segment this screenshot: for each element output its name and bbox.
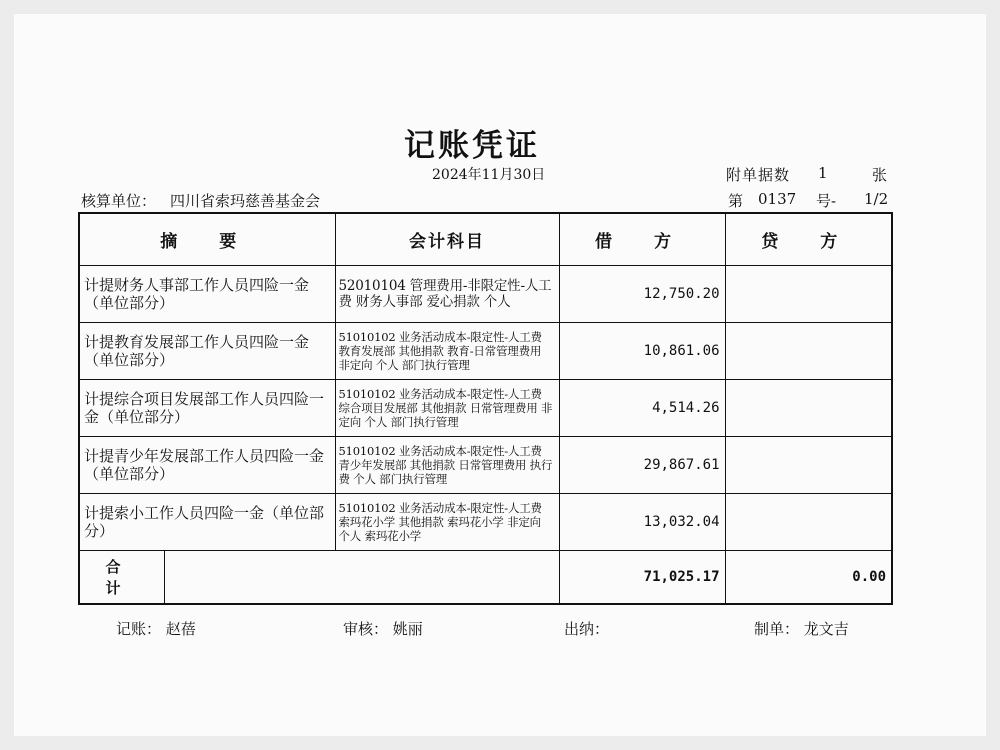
table-row: [79, 323, 892, 380]
entry-debit: 4,514.26: [559, 380, 725, 437]
entry-credit: [725, 380, 892, 437]
entry-summary: 计提综合项目发展部工作人员四险一金（单位部分）: [79, 380, 335, 437]
accounting-unit-label: 核算单位：: [81, 192, 157, 210]
voucher-number: 0137: [758, 190, 797, 208]
attachments-unit: 张: [872, 166, 888, 184]
preparer-signature: 制单： 龙文吉: [754, 620, 849, 638]
total-credit: 0.00: [725, 551, 892, 605]
entry-account: 51010102 业务活动成本-限定性-人工费 索玛花小学 其他捐款 索玛花小学 非定向 个人 索玛花小学: [335, 494, 559, 551]
voucher-title: 记账凭证: [404, 128, 540, 164]
entry-summary: 计提教育发展部工作人员四险一金（单位部分）: [79, 323, 335, 380]
entry-account: 51010102 业务活动成本-限定性-人工费 综合项目发展部 其他捐款 日常管理费用 非定向 个人 部门执行管理: [335, 380, 559, 437]
entry-credit: [725, 323, 892, 380]
cashier-signature: 出纳：: [564, 620, 610, 638]
attachments-label: 附单据数: [726, 166, 791, 184]
bookkeeper-signature: 记账： 赵蓓: [116, 620, 196, 638]
voucher-table: [78, 212, 893, 605]
entry-summary: 计提财务人事部工作人员四险一金（单位部分）: [79, 266, 335, 323]
header-summary: 摘 要: [79, 213, 335, 266]
voucher-no-prefix: 第: [728, 192, 744, 210]
entry-credit: [725, 266, 892, 323]
attachments-count: 1: [818, 164, 828, 182]
accounting-unit-name: 四川省索玛慈善基金会: [170, 192, 321, 210]
entry-account: 52010104 管理费用-非限定性-人工费 财务人事部 爱心捐款 个人: [335, 266, 559, 323]
header-credit: 贷 方: [725, 213, 892, 266]
entry-credit: [725, 494, 892, 551]
table-row: [79, 266, 892, 323]
voucher-page: 1/2: [864, 190, 889, 208]
reviewer-signature: 审核： 姚丽: [343, 620, 423, 638]
header-debit: 借 方: [559, 213, 725, 266]
table-row: [79, 437, 892, 494]
entry-summary: 计提青少年发展部工作人员四险一金（单位部分）: [79, 437, 335, 494]
voucher-date: 2024年11月30日: [432, 167, 546, 183]
entry-account: 51010102 业务活动成本-限定性-人工费 教育发展部 其他捐款 教育-日常管理费用 非定向 个人 部门执行管理: [335, 323, 559, 380]
header-account: 会计科目: [335, 213, 559, 266]
header-row: [79, 213, 892, 266]
entry-debit: 10,861.06: [559, 323, 725, 380]
total-blank: [165, 551, 559, 603]
total-label-cell: [79, 551, 559, 605]
entry-debit: 12,750.20: [559, 266, 725, 323]
voucher-no-suffix: 号-: [816, 192, 837, 210]
entry-summary: 计提索小工作人员四险一金（单位部分）: [79, 494, 335, 551]
total-row: [79, 551, 892, 605]
table-row: [79, 380, 892, 437]
total-label: 合 计: [80, 551, 165, 603]
entry-credit: [725, 437, 892, 494]
entry-account: 51010102 业务活动成本-限定性-人工费 青少年发展部 其他捐款 日常管理费用 执行费 个人 部门执行管理: [335, 437, 559, 494]
entry-debit: 13,032.04: [559, 494, 725, 551]
table-row: [79, 494, 892, 551]
entry-debit: 29,867.61: [559, 437, 725, 494]
total-debit: 71,025.17: [559, 551, 725, 605]
